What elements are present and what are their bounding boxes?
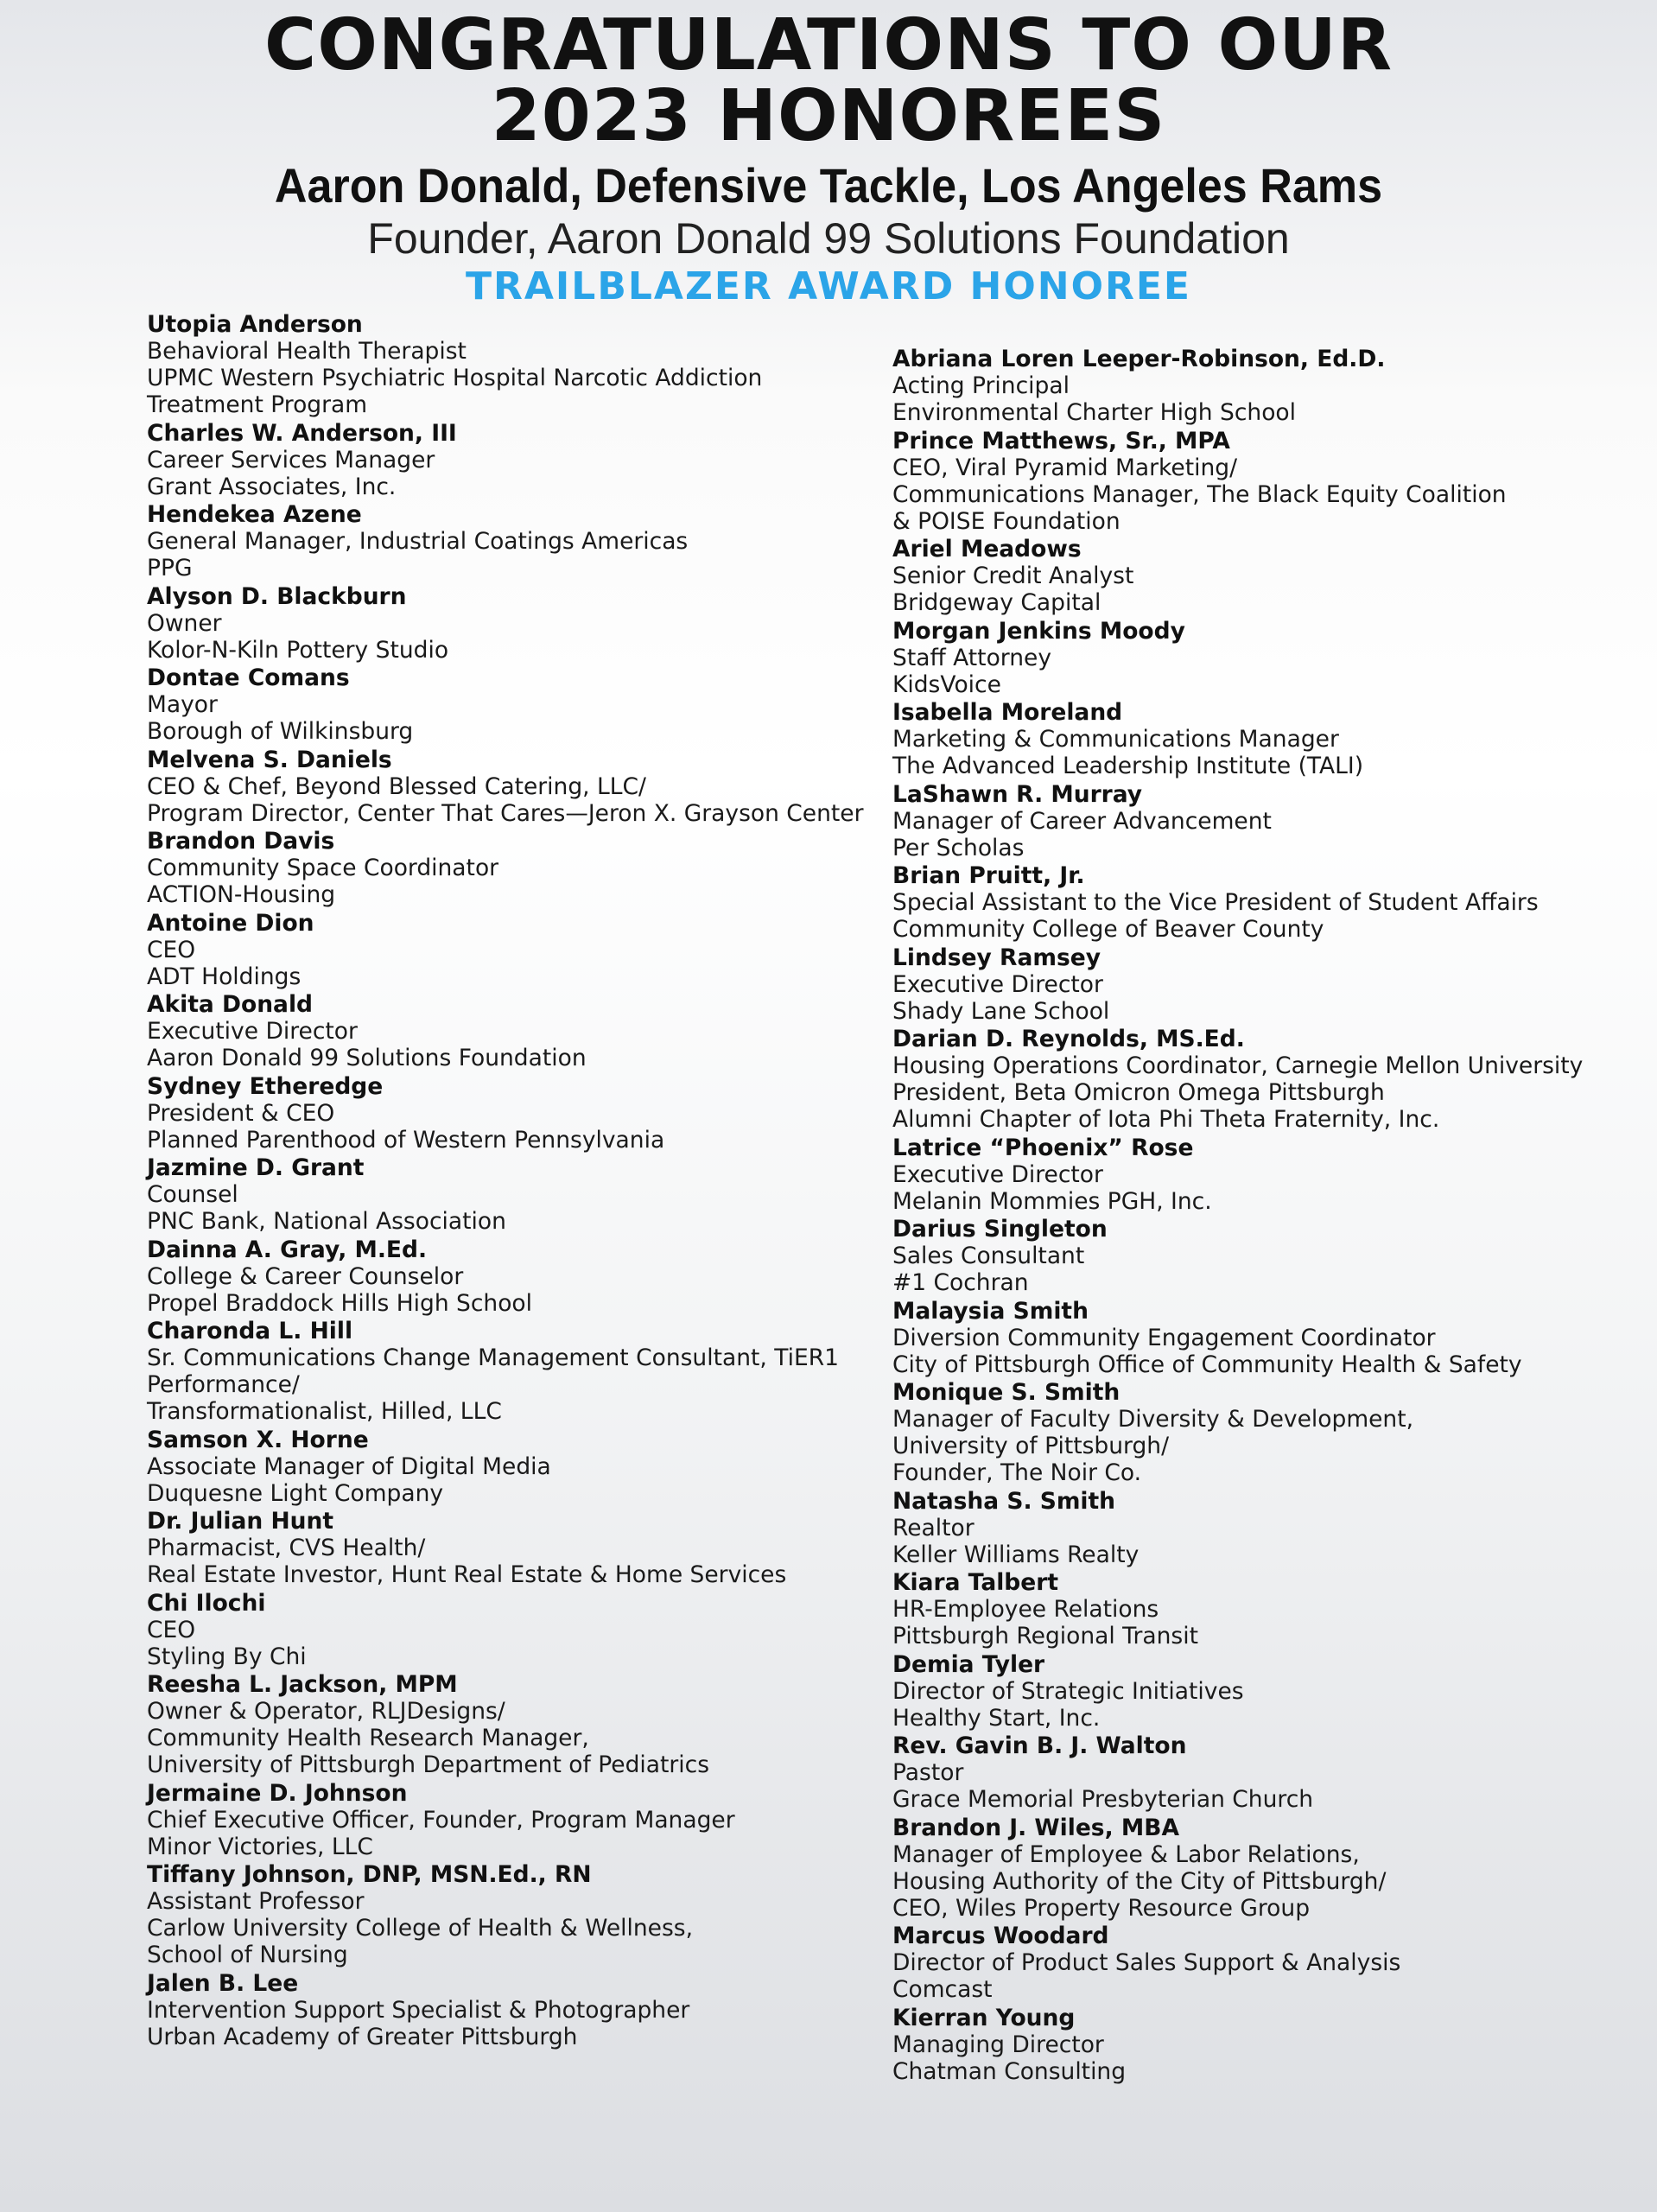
honoree-detail: Styling By Chi [147,1643,307,1670]
honoree-entry [147,1427,890,1507]
honoree-detail: CEO [147,936,196,963]
honoree-detail: Acting Principal [892,372,1070,399]
honoree-detail: General Manager, Industrial Coatings Americas [147,528,689,555]
honoree-detail: Chief Executive Officer, Founder, Program Manager [147,1806,735,1834]
honoree-name: Monique S. Smith [892,1379,1121,1406]
honoree-entry [147,1154,890,1235]
honoree-detail: Director of Product Sales Support & Analysis [892,1949,1401,1976]
honoree-detail: Pharmacist, CVS Health/ [147,1535,426,1561]
honoree-detail: Grant Associates, Inc. [147,473,397,500]
honoree-entry [892,346,1653,426]
honoree-entry [892,1815,1653,1922]
honoree-detail: The Advanced Leadership Institute (TALI) [892,753,1364,779]
honoree-name: Hendekea Azene [147,501,362,528]
honoree-list-left [147,311,890,2051]
honoree-name: Ariel Meadows [892,536,1082,563]
honoree-detail: HR-Employee Relations [892,1596,1159,1623]
honoree-detail: Melanin Mommies PGH, Inc. [892,1187,1212,1215]
honoree-name: Darian D. Reynolds, MS.Ed. [892,1026,1245,1052]
honoree-name: Brandon Davis [147,828,335,855]
honoree-name: Utopia Anderson [147,311,363,338]
honoree-name: Reesha L. Jackson, MPM [147,1671,458,1698]
honoree-detail: CEO, Viral Pyramid Marketing/ [892,454,1238,481]
honoree-entry [147,1236,890,1317]
honoree-entry [892,1135,1653,1215]
honoree-detail: Founder, The Noir Co. [892,1459,1142,1486]
honoree-detail: Executive Director [892,970,1103,998]
honoree-detail: Housing Authority of the City of Pittsburgh/ [892,1867,1387,1895]
honoree-name: Jalen B. Lee [147,1969,299,1997]
honoree-name: Samson X. Horne [147,1426,369,1453]
honoree-name: Jazmine D. Grant [147,1154,365,1181]
honoree-detail: School of Nursing [147,1942,348,1968]
honoree-entry [892,1298,1653,1378]
honoree-entry [147,1073,890,1154]
honoree-name: Lindsey Ramsey [892,944,1101,971]
honoree-name: Charonda L. Hill [147,1318,353,1344]
honoree-detail: Planned Parenthood of Western Pennsylvania [147,1126,665,1154]
honoree-entry [892,618,1653,698]
honoree-entry [147,910,890,990]
honoree-entry [892,781,1653,861]
honoree-entry [147,1970,890,2050]
honoree-entry [892,1026,1653,1133]
honoree-detail: PPG [147,555,193,582]
honoree-detail: Marketing & Communications Manager [892,726,1339,753]
honoree-detail: Intervention Support Specialist & Photographer [147,1996,690,2024]
honoree-detail: Community Health Research Manager, [147,1725,589,1751]
honoree-name: Natasha S. Smith [892,1487,1116,1515]
honoree-name: LaShawn R. Murray [892,780,1143,808]
honoree-detail: Owner & Operator, RLJDesigns/ [147,1698,505,1725]
honoree-entry [147,420,890,500]
honoree-detail: Executive Director [892,1160,1103,1188]
honoree-detail: City of Pittsburgh Office of Community Health & Safety [892,1351,1522,1378]
honoree-entry [147,828,890,908]
honoree-detail: Performance/ [147,1371,300,1398]
honoree-list-right [892,346,1653,2086]
page-header [0,0,1657,311]
honoree-name: Latrice “Phoenix” Rose [892,1134,1194,1161]
honoree-entry [892,1216,1653,1296]
honoree-detail: Transformationalist, Hilled, LLC [147,1398,502,1425]
honoree-detail: Carlow University College of Health & Wellness, [147,1915,694,1942]
honoree-name: Morgan Jenkins Moody [892,617,1185,645]
honoree-entry [892,428,1653,535]
honoree-entry [892,944,1653,1025]
honoree-entry [147,311,890,418]
honoree-detail: KidsVoice [892,671,1001,698]
honoree-detail: Counsel [147,1181,238,1208]
honoree-entry [892,1651,1653,1732]
honoree-detail: Senior Credit Analyst [892,563,1134,589]
honoree-name: Brian Pruitt, Jr. [892,862,1085,889]
honoree-detail: Environmental Charter High School [892,399,1296,426]
honoree-detail: PNC Bank, National Association [147,1208,506,1235]
honoree-detail: Keller Williams Realty [892,1541,1140,1568]
honoree-detail: Chatman Consulting [892,2057,1127,2085]
honoree-detail: University of Pittsburgh/ [892,1433,1170,1459]
honoree-detail: Alumni Chapter of Iota Phi Theta Fraternity, Inc. [892,1106,1440,1133]
honoree-name: Akita Donald [147,991,313,1018]
featured-honoree-role: Founder, Aaron Donald 99 Solutions Foundation [367,214,1290,263]
honoree-detail: Executive Director [147,1018,358,1045]
honoree-detail: Aaron Donald 99 Solutions Foundation [147,1045,587,1071]
honoree-detail: University of Pittsburgh Department of Pediatrics [147,1751,710,1778]
honoree-detail: Propel Braddock Hills High School [147,1289,533,1317]
honoree-detail: Director of Strategic Initiatives [892,1677,1244,1705]
honoree-detail: Special Assistant to the Vice President of Student Affairs [892,889,1539,916]
honoree-name: Abriana Loren Leeper-Robinson, Ed.D. [892,346,1386,372]
honoree-detail: Manager of Employee & Labor Relations, [892,1840,1360,1868]
honoree-detail: Mayor [147,691,218,718]
honoree-entry [147,1590,890,1670]
honoree-name: Antoine Dion [147,909,314,937]
honoree-entry [147,747,890,827]
headline-line-2: 2023 HONOREES [491,75,1166,157]
honoree-detail: CEO [147,1616,196,1643]
honoree-detail: Grace Memorial Presbyterian Church [892,1786,1314,1813]
honoree-entry [147,664,890,745]
honoree-name: Marcus Woodard [892,1923,1109,1949]
honoree-name: Kiara Talbert [892,1569,1058,1596]
honoree-entry [892,1732,1653,1813]
featured-honoree-name: Aaron Donald, Defensive Tackle, Los Angeles Rams [274,158,1383,213]
honoree-name: Dr. Julian Hunt [147,1508,334,1535]
honoree-entry [147,1318,890,1425]
honoree-detail: Per Scholas [892,834,1025,861]
honoree-detail: Assistant Professor [147,1888,365,1915]
honoree-name: Isabella Moreland [892,699,1123,726]
honoree-entry [147,1861,890,1968]
honoree-entry [892,699,1653,779]
honoree-entry [892,536,1653,616]
honoree-detail: Kolor-N-Kiln Pottery Studio [147,636,449,664]
honoree-detail: Owner [147,609,222,637]
honoree-name: Demia Tyler [892,1650,1045,1678]
honoree-name: Sydney Etheredge [147,1072,384,1100]
honoree-detail: Pastor [892,1759,964,1786]
honoree-name: Brandon J. Wiles, MBA [892,1814,1179,1841]
honoree-detail: College & Career Counselor [147,1262,464,1290]
honoree-name: Dontae Comans [147,664,350,691]
honoree-detail: Duquesne Light Company [147,1479,444,1507]
honoree-detail: Program Director, Center That Cares—Jeron X. Grayson Center [147,799,864,827]
honoree-name: Alyson D. Blackburn [147,582,407,610]
honoree-name: Melvena S. Daniels [147,746,392,773]
honoree-detail: Manager of Faculty Diversity & Development, [892,1406,1414,1433]
honoree-detail: Bridgeway Capital [892,589,1101,616]
honoree-detail: Healthy Start, Inc. [892,1704,1101,1732]
honoree-detail: UPMC Western Psychiatric Hospital Narcotic Addiction [147,365,763,391]
honoree-entry [892,1488,1653,1568]
honoree-name: Chi Ilochi [147,1589,266,1617]
honoree-detail: Urban Academy of Greater Pittsburgh [147,2023,578,2050]
honoree-detail: ACTION-Housing [147,881,336,908]
honoree-entry [147,1508,890,1588]
honoree-name: Charles W. Anderson, III [147,419,457,447]
honoree-detail: Sales Consultant [892,1243,1085,1269]
honoree-detail: President, Beta Omicron Omega Pittsburgh [892,1079,1385,1106]
honoree-detail: Manager of Career Advancement [892,807,1272,835]
honoree-detail: ADT Holdings [147,963,302,990]
honoree-detail: Treatment Program [147,391,368,418]
honoree-detail: Community Space Coordinator [147,855,499,881]
honoree-detail: Associate Manager of Digital Media [147,1452,551,1480]
honoree-name: Prince Matthews, Sr., MPA [892,427,1230,454]
honoree-detail: Pittsburgh Regional Transit [892,1623,1198,1649]
honoree-detail: CEO & Chef, Beyond Blessed Catering, LLC/ [147,772,646,800]
honoree-name: Malaysia Smith [892,1297,1089,1325]
honoree-name: Tiffany Johnson, DNP, MSN.Ed., RN [147,1861,592,1888]
honoree-detail: Sr. Communications Change Management Consultant, TiER1 [147,1344,839,1371]
honoree-name: Darius Singleton [892,1216,1108,1243]
honoree-entry [147,501,890,582]
honoree-detail: Managing Director [892,2031,1104,2058]
honoree-detail: Minor Victories, LLC [147,1833,373,1860]
honoree-name: Dainna A. Gray, M.Ed. [147,1236,428,1263]
honoree-detail: Diversion Community Engagement Coordinator [892,1324,1436,1351]
honoree-entry [892,862,1653,943]
honoree-detail: Housing Operations Coordinator, Carnegie Mellon University [892,1052,1584,1079]
honoree-detail: & POISE Foundation [892,507,1121,535]
honoree-entry [892,1569,1653,1649]
honoree-detail: Comcast [892,1976,993,2003]
award-title: TRAILBLAZER AWARD HONOREE [465,264,1191,308]
honoree-detail: Borough of Wilkinsburg [147,718,414,745]
honoree-detail: Real Estate Investor, Hunt Real Estate & Home Services [147,1561,787,1588]
honoree-detail: Career Services Manager [147,446,435,474]
honoree-name: Rev. Gavin B. J. Walton [892,1732,1187,1759]
honoree-detail: Shady Lane School [892,997,1110,1025]
honoree-entry [892,2005,1653,2085]
honoree-detail: Realtor [892,1514,975,1541]
honoree-entry [147,991,890,1071]
honoree-entry [892,1923,1653,2003]
honoree-entry [147,1780,890,1860]
honoree-entry [892,1379,1653,1486]
honoree-name: Kierran Young [892,2004,1076,2031]
headline-line-1: CONGRATULATIONS TO OUR [264,4,1393,86]
honoree-name: Jermaine D. Johnson [147,1779,408,1807]
honoree-entry [147,1671,890,1778]
honoree-detail: #1 Cochran [892,1269,1029,1296]
honoree-detail: Communications Manager, The Black Equity Coalition [892,480,1507,508]
honoree-detail: Staff Attorney [892,644,1051,671]
honoree-detail: CEO, Wiles Property Resource Group [892,1894,1311,1922]
honoree-detail: President & CEO [147,1099,335,1127]
honoree-detail: Behavioral Health Therapist [147,338,467,365]
honoree-detail: Community College of Beaver County [892,916,1324,943]
honoree-entry [147,583,890,664]
